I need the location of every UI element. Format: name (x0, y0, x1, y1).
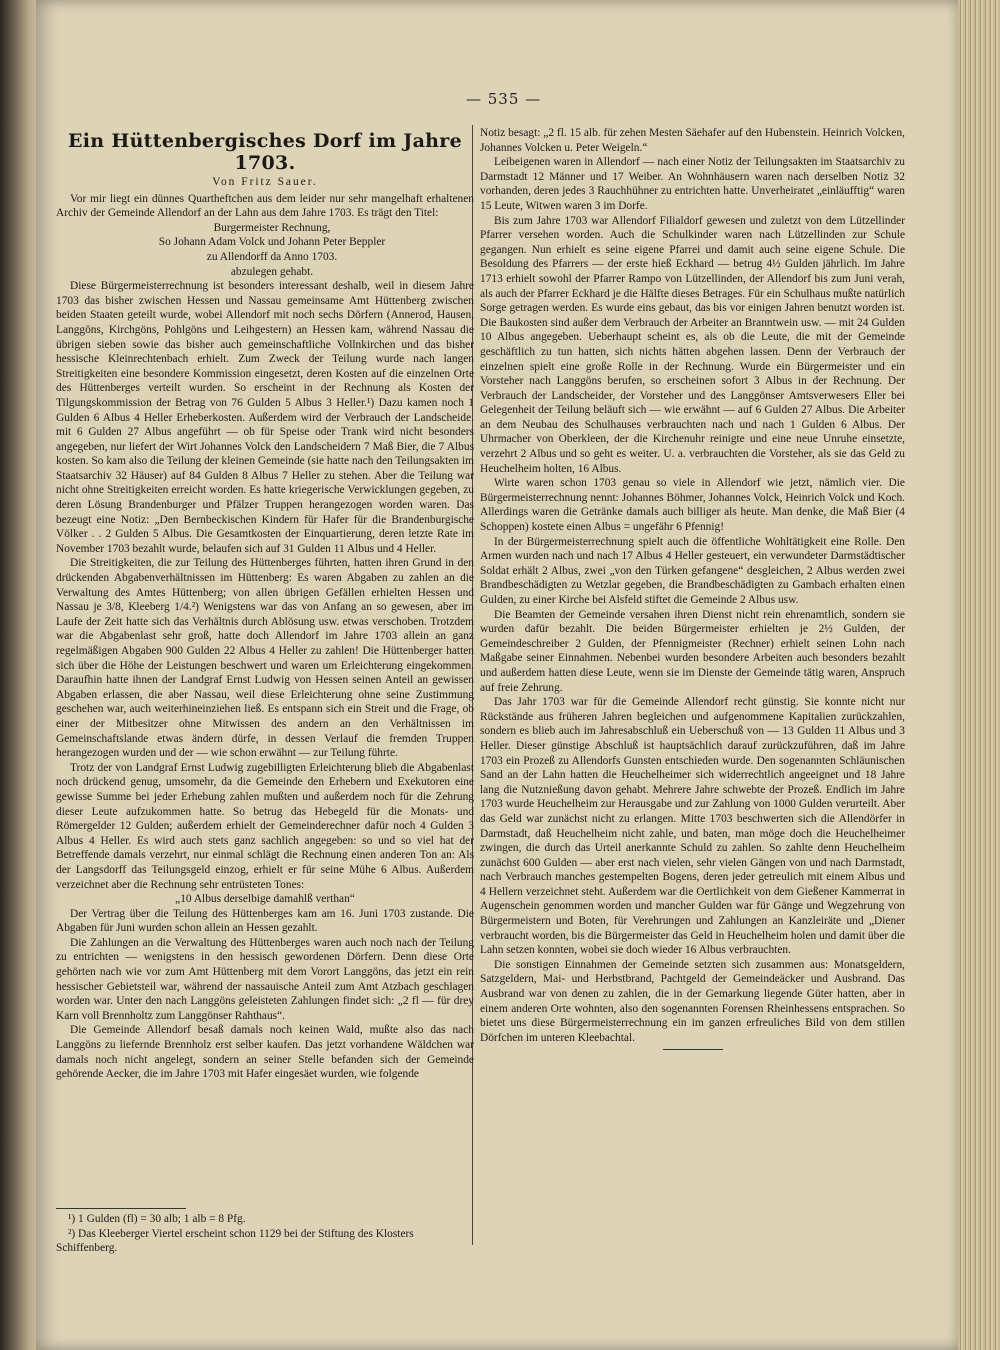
document-title-line: zu Allendorff da Anno 1703. (206, 250, 338, 263)
paragraph: Bis zum Jahre 1703 war Allendorf Filialdorf gewesen und zuletzt von dem Lützellinder Pfarrer versehen worden. Auch die Schulkinder waren nach Lützellinden zur Schule gegangen. Nun erhielt es seine eigene Pfarrei und damit auch seine eigene Schule. Die Besoldung des Pfarrers — der erste hieß Eckhard — betrug 4½ Gulden jährlich. Im Jahre 1713 erhielt sowohl der Pfarrer Rampo von Lützellinden, der Allendorf bis zum Juni verah, als auch der Pfarrer Eckhard je die Hälfte dieses Betrages. Für ein Schulhaus mußte natürlich Sorge getragen werden. Es wurde eins gebaut, das bis vor einigen Jahren benutzt worden ist. Die Baukosten sind außer dem Verbrauch der Arbeiter an Branntwein usw. — mit 24 Gulden 10 Albus angegeben. Ueberhaupt scheint es, als ob die Leute, die mit der Gemeinde geschäftlich zu tun hatten, sich nichts hätten abgehen lassen. Denn der Verbrauch der einzelnen spielt eine große Rolle in der Rechnung. Wurde ein Bürgermeister und ein Vorsteher nach Langgöns berufen, so erscheinen sofort 3 Albus in der Rechnung. Der Verbrauch der Landscheider, der Vorsteher und des Langgönser Amtsverwesers Eller bei Gelegenheit der Teilung beläuft sich — wie erwähnt — auf 6 Gulden 27 Albus. Die Arbeiter an dem Neubau des Schulhauses verbrauchten nach und nach 1 Gulden 6 Albus. Der Uhrmacher von Oberkleen, der die Kirchenuhr reinigte und eine neue Unruhe einsetzte, verzehrt 2 Albus und so geht es weiter. U. a. verbrauchten die Vorsteher, als sie das Geld zu Heuchelheim holten, 16 Albus. (480, 214, 905, 475)
paragraph: Der Vertrag über die Teilung des Hüttenberges kam am 16. Juni 1703 zustande. Die Abgaben für Juni wurden schon allein an Hessen gezahlt. (56, 907, 474, 935)
footnotes (56, 1208, 474, 1256)
paragraph: Wirte waren schon 1703 genau so viele in Allendorf wie jetzt, nämlich vier. Die Bürgermeisterrechnung nennt: Johannes Böhmer, Johannes Volck, Heinrich Volck und Koch. Allerdings waren die Getränke damals auch billiger als heute. Man denke, die Maß Bier (4 Schoppen) kostete einen Albus = ungefähr 6 Pfennig! (480, 477, 905, 534)
paragraph: Leibeigenen waren in Allendorf — nach einer Notiz der Teilungsakten im Staatsarchiv zu Darmstadt 12 Männer und 17 Weiber. An Wohnhäusern waren nach derselben Notiz 32 vorhanden, deren jedes 3 Rauchhühner zu entrichten hatte. Unverheiratet „einläufftig“ waren 15 Leute, Witwen waren 3 im Dorfe. (480, 156, 905, 212)
page-number: — 535 — (466, 90, 542, 108)
paragraph: Die sonstigen Einnahmen der Gemeinde setzten sich zusammen aus: Monatsgeldern, Satzgeldern, Mai- und Herbstbrand, Pachtgeld der Gemeindeäcker und Ausbrand. Das Ausbrand war von denen zu zahlen, die in der Gemarkung liegende Güter hatten, aber in einem anderen Orte wohnten, also den sogenannten Forensen Rheinhessens entsprachen. So bietet uns diese Bürgermeisterrechnung ein im ganzen erfreuliches Bild von dem stillen Dörfchen im unteren Kleebachtal. (480, 958, 905, 1044)
paragraph: Die Zahlungen an die Verwaltung des Hüttenberges waren auch noch nach der Teilung zu entrichten — wenigstens in den hessisch gewordenen Dörfern. Denn diese Orte gehörten nach wie vor zum Amt Hüttenberg mit dem Vorort Langgöns, das jetzt ein rein hessischer Gebietsteil war, während der nassauische Anteil zum Amt Atzbach geschlagen worden war. Unter den nach Langgöns geleisteten Zahlungen findet sich: „2 fl — für drey Karn voll Brennholtz zum Langgönser Rahthaus“. (56, 936, 474, 1022)
right-column (480, 126, 905, 1050)
document-title-line: So Johann Adam Volck und Johann Peter Beppler (158, 236, 386, 249)
intro-paragraph: Vor mir liegt ein dünnes Quartheftchen aus dem leider nur sehr mangelhaft erhaltenen Archiv der Gemeinde Allendorf an der Lahn aus dem Jahre 1703. Es trägt den Titel: (56, 192, 474, 220)
left-column (56, 126, 474, 1082)
paragraph: Die Gemeinde Allendorf besaß damals noch keinen Wald, mußte also das nach Langgöns zu liefernde Brennholz erst selber kaufen. Das jetzt vorhandene Wäldchen war damals noch nicht angelegt, sondern an seiner Stelle befanden sich der Gemeinde gehörende Aecker, die im Jahre 1703 mit Hafer eingesäet wurden, wie folgende (56, 1024, 474, 1081)
footnote: ¹) 1 Gulden (fl) = 30 alb; 1 alb = 8 Pfg. (68, 1213, 246, 1225)
paragraph: Notiz besagt: „2 fl. 15 alb. für zehen Mesten Säehafer auf den Hubenstein. Heinrich Volcken, Johannes Volcken u. Peter Weigeln.“ (480, 127, 905, 154)
end-rule (663, 1049, 723, 1050)
footnote-rule (56, 1208, 186, 1209)
paragraph: Das Jahr 1703 war für die Gemeinde Allendorf recht günstig. Sie konnte nicht nur Rückstände aus früheren Jahren begleichen und aufgenommene Kapitalien zurückzahlen, sondern es blieb auch im Jahresabschluß ein Ueberschuß von — 13 Gulden 11 Albus und 3 Heller. Dieser günstige Abschluß ist hauptsächlich darauf zurückzuführen, daß im Jahre 1703 ein Prozeß zu Allendorfs Gunsten entschieden wurde. Den sogenannten Schläunischen Sand an der Lahn hatten die Heuchelheimer sich widerrechtlich angeeignet und 18 Jahre lang die Nutznießung davon gehabt. Mehrere Jahre schwebte der Prozeß. Endlich im Jahre 1703 wurde Heuchelheim zur Herausgabe und zur Zahlung von 1000 Gulden verurteilt. Aber das Geld war zunächst nicht zu erlangen. Mitte 1703 beschwerten sich die Allendörfer in Darmstadt, daß Heuchelheim nicht zahle, und baten, man möge doch die Heuchelheimer zwingen, die durch das Urteil anerkannte Schuld zu zahlen. So zahlte denn Heuchelheim zunächst 600 Gulden — aber erst nach vielen, sehr vielen Gängen von und nach Darmstadt, nach Verbrauch manches gestempelten Bogens, deren jeder getreulich mit einem Albus und 4 Hellern verzeichnet steht. Außerdem war die Oertlichkeit von dem Gießener Kammerrat in Augenschein genommen worden und mancher Gulden war für Gänge und Wegzehrung von Bürgermeistern und Boten, für Verehrungen und Zahlungen an Kanzleiräte und „Diener verbraucht worden, bis die Bürgermeister das Geld in Heuchelheim holen und damit über die Lahn setzen konnten, wobei sie doch wieder 16 Albus verbrauchten. (480, 696, 905, 957)
book-spine-shadow (0, 0, 40, 1350)
article-author: Von Fritz Sauer. (212, 176, 318, 188)
document-title-line: Burgermeister Rechnung, (213, 221, 331, 234)
paragraph: Die Beamten der Gemeinde versahen ihren Dienst nicht rein ehrenamtlich, sondern sie wurden dafür bezahlt. Die beiden Bürgermeister erhielten je 2½ Gulden, der Gemeindeschreiber 2 Gulden, der Pfennigmeister (Rechner) erhielt seinen Lohn nach Maßgabe seiner Einnahmen. Nebenbei wurden besondere Arbeiten auch besonders bezahlt und außerdem hatten diese Leute, wenn sie im Dienste der Gemeinde tätig waren, Anspruch auf freie Zehrung. (480, 608, 905, 694)
page-edges (958, 0, 1000, 1350)
document-title-line: abzulegen gehabt. (230, 265, 314, 278)
footnote: ²) Das Kleeberger Viertel erscheint schon 1129 bei der Stiftung des Klosters Schiffenberg. (56, 1227, 414, 1255)
article-title: Ein Hüttenbergisches Dorf im Jahre 1703. (67, 130, 462, 174)
quote-line: „10 Albus derselbige damahlß verthan“ (175, 893, 355, 906)
document-title-block (56, 221, 474, 279)
paragraph: Trotz der von Landgraf Ernst Ludwig zugebilligten Erleichterung blieb die Abgabenlast noch drückend genug, umsomehr, da die Gemeinde den Erhebern und Exekutoren eine gewisse Summe bei jeder Erhebung zahlen mußten und außerdem noch für die Zehrung dieser Leute aufzukommen hatte. So betrug das Hebegeld für die Monats- und Römergelder 12 Gulden; außerdem erhielt der Gemeinderechner dafür noch 4 Gulden 3 Albus 4 Heller. Es wird auch stets ganz sachlich angegeben: so und so viel hat der Betreffende damals verzehrt, nur einmal schlägt die Rechnung einen anderen Ton an: Als der Langsdorff das Teilungsgeld einzog, erhielt er für seine Mühe 6 Albus. Außerdem verzeichnet aber die Rechnung sehr entrüsteten Tones: (56, 761, 474, 891)
paragraph: In der Bürgermeisterrechnung spielt auch die öffentliche Wohltätigkeit eine Rolle. Den Armen wurden nach und nach 17 Albus 4 Heller gesteuert, ein verwundeter Darmstädtischer Soldat erhält 2 Albus, zwei „von den Türken gefangene“ desgleichen, 2 Albus werden zwei Brandbeschädigten zu Wetzlar gegeben, die Brandbeschädigten zu Gambach erhalten einen Gulden, zu einer Kirche bei Alsfeld stiftet die Gemeinde 2 Albus usw. (480, 535, 905, 606)
paragraph: Diese Bürgermeisterrechnung ist besonders interessant deshalb, weil in diesem Jahre 1703 das bisher zwischen Hessen und Nassau gemeinsame Amt Hüttenberg zwischen beiden Staaten geteilt wurde, wobei Allendorf mit noch sechs Dörfern (Annerod, Hausen, Langgöns, Kirchgöns, Pohlgöns und Leihgestern) an Hessen kam, während Nassau die übrigen sieben sowie das bisher auch gemeinschaftliche Vollnkirchen und das bisher hessische Kleinrechtenbach erhielt. Zum Zweck der Teilung wurde nach langen Streitigkeiten eine besondere Kommission eingesetzt, deren Kosten auf die einzelnen Orte des Hüttenberges verteilt wurden. So erscheint in der Rechnung als Kosten der Tilgungskommission der Betrag von 76 Gulden 5 Albus 3 Heller.¹) Dazu kamen noch 1 Gulden 6 Albus 4 Heller Erheberkosten. Außerdem wird der Verbrauch der Landscheide. mit 6 Gulden 27 Albus angeführt — ob für Speise oder Trank wird nicht besonders angegeben, nur liefert der Wirt Johannes Volck den Landscheidern 7 Maß Bier, die 7 Albus kosten. So kam also die Teilung der kleinen Gemeinde (sie hatte nach den Teilungsakten im Staatsarchiv 32 Häuser) auf 84 Gulden 8 Albus 7 Heller zu stehen. Aber die Teilung war nicht ohne Streitigkeiten erreicht worden. Es hatte kriegerische Verwicklungen gegeben, zu deren Lösung Brandenburger und Pfälzer Truppen herangezogen worden waren. Das bezeugt eine Notiz: „Den Bernbeckischen Kindern für Hafer für die Brandenburgische Völker . . 2 Gulden 5 Albus. Die Gesamtkosten der Einquartierung, deren letzte Rate im November 1703 bezahlt wurde, belaufen sich auf 31 Gulden 11 Albus und 4 Heller. (56, 280, 474, 555)
paragraph: Die Streitigkeiten, die zur Teilung des Hüttenberges führten, hatten ihren Grund in den drückenden Abgabenverhältnissen im Hüttenberg: Es waren Abgaben zu zahlen an die Verwaltung des Amtes Hüttenberg; von allen übrigen Gefällen erhielten Hessen und Nassau je 3/8, Kleeberg 1/4.²) Wenigstens war das von Anfang an so gewesen, aber im Laufe der Zeit hatte sich das Verhältnis durch Ablösung usw. etwas verschoben. Trotzdem war die Abgabenlast sehr groß, hatte doch Allendorf im Jahre 1703 allein an ganz regelmäßigen Abgaben 900 Gulden 22 Albus 4 Heller zu zahlen! Die Hüttenberger hatten sich über die Höhe der Leistungen beschwert und waren um Erleichterung eingekommen. Daraufhin hatte ihnen der Landgraf Ernst Ludwig von Hessen seinen Anteil an gewissen Abgaben erlassen, die aber Nassau, weil diese Erleichterung ohne seine Zustimmung geschehen war, auch weiterhineinziehen ließ. Es entspann sich ein Streit und die Frage, ob einer der Mitbesitzer ohne Mitwissen des andern an den Verhältnissen im Gemeinschaftslande etwas ändern dürfe, in dessen Verlauf die fremden Truppen herangezogen wurden und der — wie schon erwähnt — zur Teilung führte. (56, 557, 474, 760)
